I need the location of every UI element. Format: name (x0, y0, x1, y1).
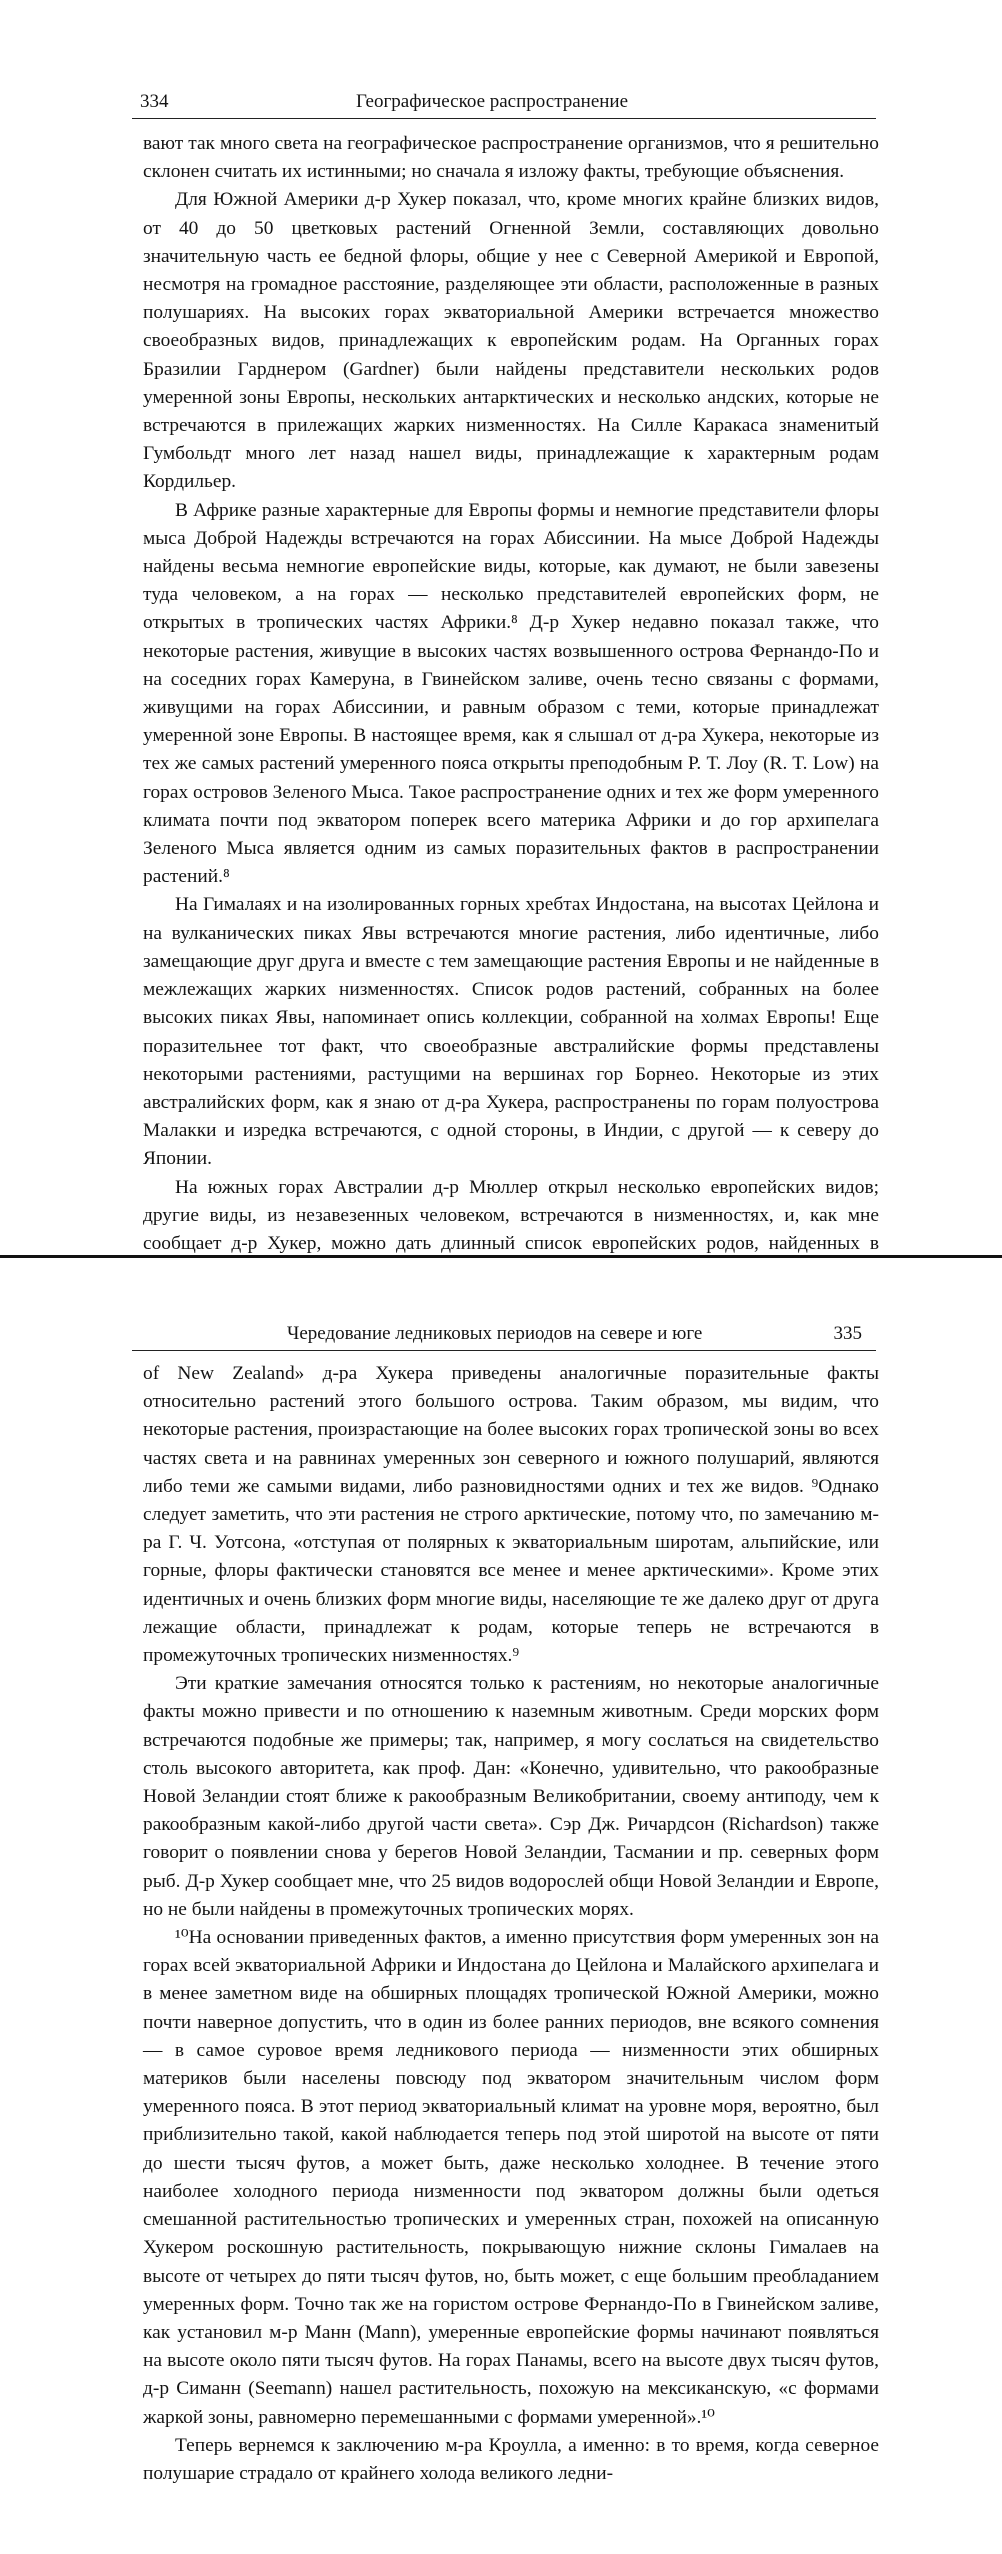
paragraph: of New Zealand» д-ра Хукера приведены аналогичные поразительные факты относительно растений этого большого острова. Таким образом, мы видим, что некоторые растения, произрастающие на более высоких горах тропической зоны во всех частях света и на равнинах умеренных зон северного и южного полушарий, являются либо теми же самыми видами, либо разновидностями одних и тех же видов. ⁹Однако следует заметить, что эти растения не строго арктические, потому что, по замечанию м-ра Г. Ч. Уотсона, «отступая от полярных к экваториальным широтам, альпийские, или горные, флоры фактически становятся все менее и менее арктическими». Кроме этих идентичных и очень близких форм многие виды, населяющие те же далеко друг от друга лежащие области, принадлежат к родам, которые теперь не встречаются в промежуточных тропических низменностях.⁹ (143, 1363, 879, 1667)
paragraph: На южных горах Австралии д-р Мюллер открыл несколько европейских видов; другие виды, из незавезенных человеком, встречаются в низменностях, и, как мне сообщает д-р Хукер, можно дать длинный список европейских родов, найденных в (143, 1176, 879, 1254)
page-335 (0, 1258, 1002, 2554)
page-body (143, 1360, 879, 2488)
paragraph: вают так много света на географическое распространение организмов, что я решительно склонен считать их истинными; но сначала я изложу факты, требующие объяснения. (143, 133, 879, 183)
paragraph: Теперь вернемся к заключению м-ра Кроулла, а именно: в то время, когда северное полушарие страдало от крайнего холода великого ледни- (143, 2434, 879, 2484)
paragraph: ¹⁰На основании приведенных фактов, а именно присутствия форм умеренных зон на горах всей экваториальной Африки и Индостана до Цейлона и Малайского архипелага и в менее заметном виде на обширных площадях тропической Южной Америки, можно почти наверное допустить, что в один из более ранних периодов, вне всякого сомнения — в самое суровое время ледникового периода — низменности этих обширных материков были населены повсюду под экватором значительным числом форм умеренного пояса. В этот период экваториальный климат на уровне моря, вероятно, был приблизительно такой, какой наблюдается теперь под этой широтой на высоте от пяти до шести тысяч футов, а может быть, даже несколько холоднее. В течение этого наиболее холодного периода низменности под экватором должны были одеться смешанной растительностью тропических и умеренных стран, похожей на описанную Хукером роскошную растительность, покрывающую нижние склоны Гималаев на высоте от четырех до пяти тысяч футов, но, быть может, с еще большим преобладанием умеренных форм. Точно так же на гористом острове Фернандо-По в Гвинейском заливе, как установил м-р Манн (Mann), умеренные европейские формы начинают появляться на высоте около пяти тысяч футов. На горах Панамы, всего на высоте двух тысяч футов, д-р Симанн (Seemann) нашел растительность, похожую на мексиканскую, «с формами жаркой зоны, равномерно перемешанными с формами умеренной».¹⁰ (143, 1927, 879, 2428)
running-title: Географическое распространение (356, 91, 629, 112)
paragraph: В Африке разные характерные для Европы формы и немногие представители флоры мыса Доброй Надежды встречаются на горах Абиссинии. На мысе Доброй Надежды найдены весьма немногие европейские виды, которые, как думают, не были завезены туда человеком, а на горах — несколько представителей европейских форм, не открытых в тропических частях Африки.⁸ Д-р Хукер недавно показал также, что некоторые растения, живущие в высоких частях возвышенного острова Фернандо-По и на соседних горах Камеруна, в Гвинейском заливе, очень тесно связаны с формами, живущими на горах Абиссинии, и равным образом с теми, которые принадлежат умеренной зоне Европы. В настоящее время, как я слышал от д-ра Хукера, некоторые из тех же самых растений умеренного пояса открыты преподобным Р. Т. Лоу (R. T. Low) на горах островов Зеленого Мыса. Такое распространение одних и тех же форм умеренного климата почти под экватором поперек всего материка Африки и до гор архипелага Зеленого Мыса является одним из самых поразительных фактов в распространении растений.⁸ (143, 499, 879, 888)
page-number: 335 (833, 1323, 862, 1344)
page-body (143, 130, 879, 1315)
running-header (132, 88, 876, 119)
running-header (132, 1320, 876, 1351)
paragraph: На Гималаях и на изолированных горных хребтах Индостана, на высотах Цейлона и на вулканических пиках Явы встречаются многие растения, либо идентичные, либо замещающие друг друга и вместе с тем замещающие растения Европы и не найденные в межлежащих жарких низменностях. Список родов растений, собранных на более высоких пиках Явы, напоминает опись коллекции, собранной на холмах Европы! Еще поразительнее тот факт, что своеобразные австралийские формы представлены некоторыми растениями, растущими на вершинах гор Борнео. Некоторые из этих австралийских форм, как я знаю от д-ра Хукера, распространены по горам полуострова Малакки и изредка встречаются, с одной стороны, в Индии, с другой — к северу до Японии. (143, 894, 879, 1170)
paragraph: Для Южной Америки д-р Хукер показал, что, кроме многих крайне близких видов, от 40 до 50 цветковых растений Огненной Земли, составляющих довольно значительную часть ее бедной флоры, общие у нее с Северной Америкой и Европой, несмотря на громадное расстояние, разделяющее эти области, расположенные в разных полушариях. На высоких горах экваториальной Америки встречается множество своеобразных видов, принадлежащих к европейским родам. На Органных горах Бразилии Гарднером (Gardner) были найдены представители нескольких родов умеренной зоны Европы, нескольких антарктических и несколько андских, которые не встречаются в прилежащих жарких низменностях. На Силле Каракаса знаменитый Гумбольдт много лет назад нашел виды, принадлежащие к характерным родам Кордильер. (143, 189, 879, 493)
page-number: 334 (140, 91, 169, 112)
page-334 (0, 0, 1002, 1258)
paragraph: Эти краткие замечания относятся только к растениям, но некоторые аналогичные факты можно привести и по отношению к наземным животным. Среди морских форм встречаются подобные же примеры; так, например, я могу сослаться на свидетельство столь высокого авторитета, как проф. Дан: «Конечно, удивительно, что ракообразные Новой Зеландии стоят ближе к ракообразным Великобритании, своему антиподу, чем к ракообразным какой-либо другой части света». Сэр Дж. Ричардсон (Richardson) также говорит о появлении снова у берегов Новой Зеландии, Тасмании и пр. северных форм рыб. Д-р Хукер сообщает мне, что 25 видов водорослей общи Новой Зеландии и Европе, но не были найдены в промежуточных тропических морях. (143, 1673, 879, 1920)
running-title: Чередование ледниковых периодов на севере и юге (287, 1323, 703, 1344)
